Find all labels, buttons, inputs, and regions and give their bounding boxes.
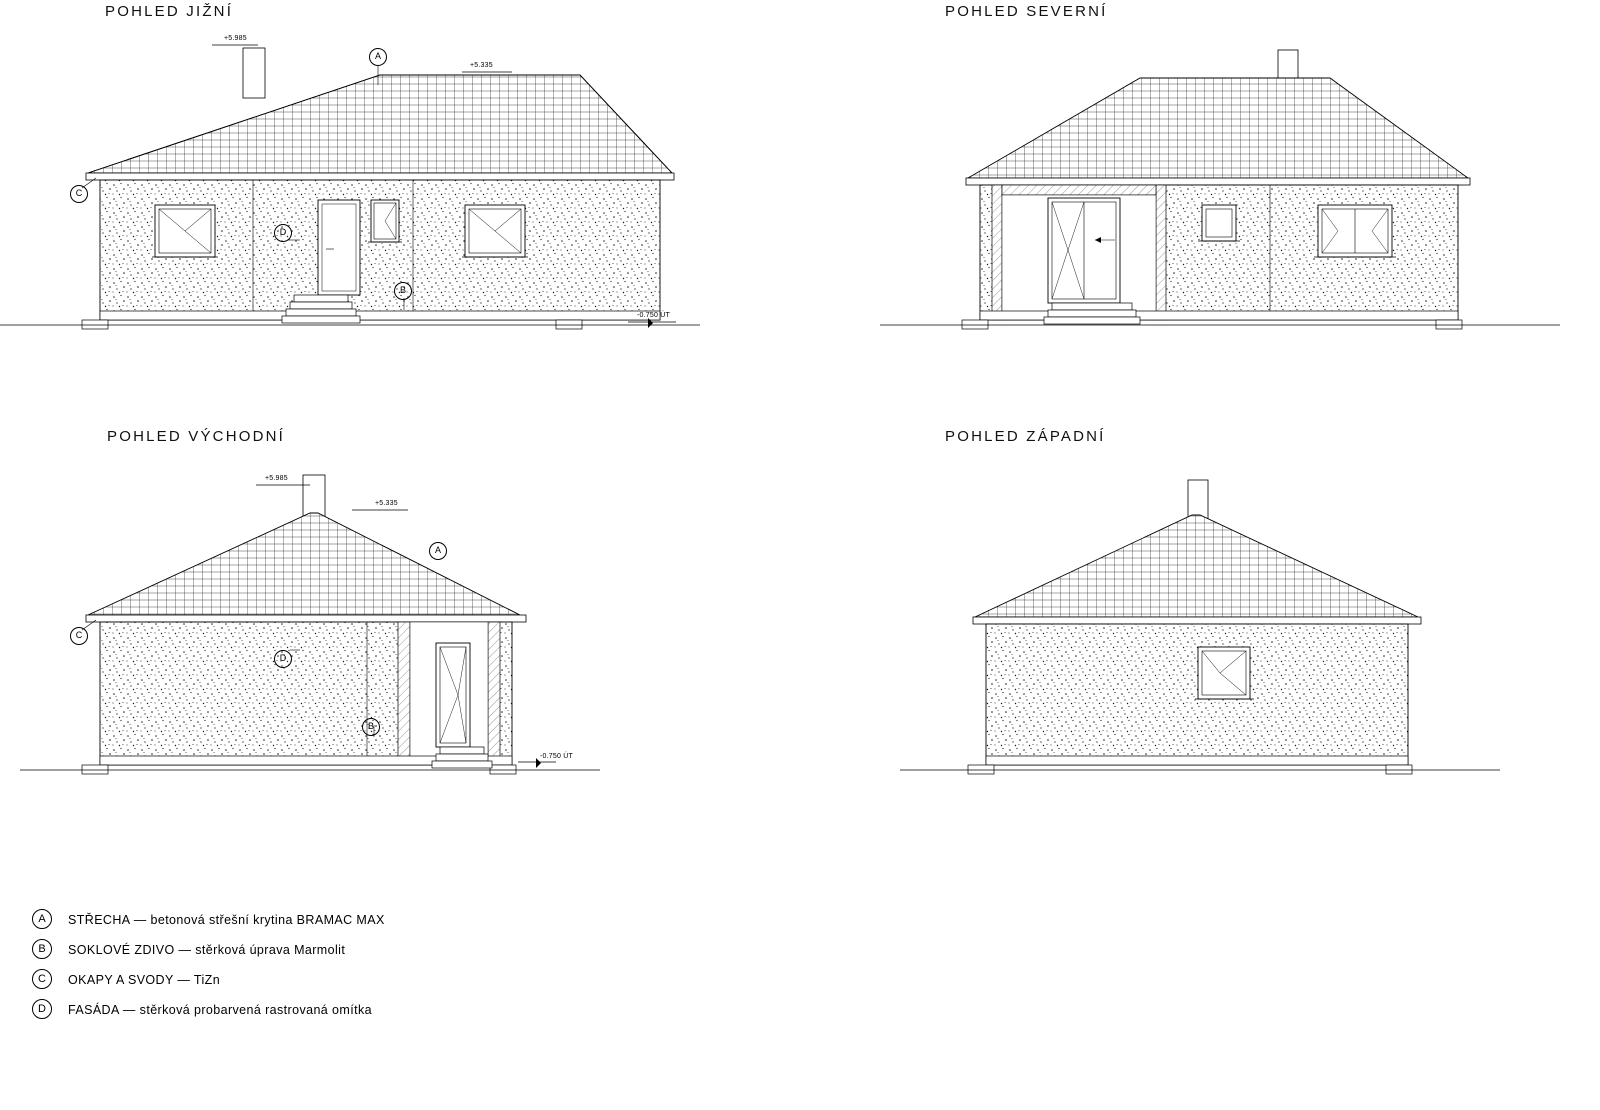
mark-d-south	[274, 224, 292, 242]
legend-text: FASÁDA — stěrková probarvená rastrovaná omítka	[68, 1003, 372, 1017]
mark-a-label: A	[374, 51, 381, 61]
legend-mark-label: B	[38, 943, 46, 955]
mark-d-label: D	[279, 653, 287, 663]
view-north-title: POHLED SEVERNÍ	[945, 3, 1108, 20]
legend-row	[30, 905, 730, 935]
mark-c-south	[70, 185, 88, 203]
legend-text: STŘECHA — betonová střešní krytina BRAMAC MAX	[68, 913, 385, 927]
mark-c-label: C	[75, 630, 83, 640]
legend-mark-label: A	[38, 913, 46, 925]
view-east-title: POHLED VÝCHODNÍ	[107, 428, 286, 445]
mark-d-label: D	[279, 227, 287, 237]
mark-b-label: B	[367, 721, 374, 731]
east-elevation-drawing	[0, 425, 760, 825]
mark-a-south	[369, 48, 387, 66]
level-eave-south: +5.335	[470, 62, 493, 69]
legend-row	[30, 965, 730, 995]
mark-b-label: B	[399, 285, 406, 295]
mark-c-label: C	[75, 188, 83, 198]
legend-text: SOKLOVÉ ZDIVO — stěrková úprava Marmolit	[68, 943, 346, 957]
level-ridge-south: +5.985	[224, 35, 247, 42]
mark-a-east	[429, 542, 447, 560]
mark-b-south	[394, 282, 412, 300]
view-north	[840, 0, 1600, 400]
view-west	[840, 425, 1600, 825]
legend-text: OKAPY A SVODY — TiZn	[68, 973, 221, 987]
level-terrain-east: -0.750 ÚT	[540, 753, 573, 760]
legend-mark-label: C	[38, 973, 46, 985]
mark-d-east	[274, 650, 292, 668]
legend-row	[30, 995, 730, 1025]
legend-mark-d-icon	[30, 997, 56, 1023]
legend-mark-c-icon	[30, 967, 56, 993]
mark-b-east	[362, 718, 380, 736]
level-terrain-south: -0.750 ÚT	[637, 312, 670, 319]
legend	[30, 905, 730, 1025]
west-elevation-drawing	[840, 425, 1600, 825]
mark-c-east	[70, 627, 88, 645]
view-west-title: POHLED ZÁPADNÍ	[945, 428, 1106, 445]
mark-a-label: A	[434, 545, 441, 555]
view-south	[0, 0, 760, 400]
legend-mark-a-icon	[30, 907, 56, 933]
view-south-title: POHLED JIŽNÍ	[105, 3, 234, 20]
legend-mark-b-icon	[30, 937, 56, 963]
level-ridge-east: +5.985	[265, 475, 288, 482]
view-east	[0, 425, 760, 825]
level-eave-east: +5.335	[375, 500, 398, 507]
legend-mark-label: D	[38, 1003, 46, 1015]
north-elevation-drawing	[840, 0, 1600, 400]
legend-row	[30, 935, 730, 965]
